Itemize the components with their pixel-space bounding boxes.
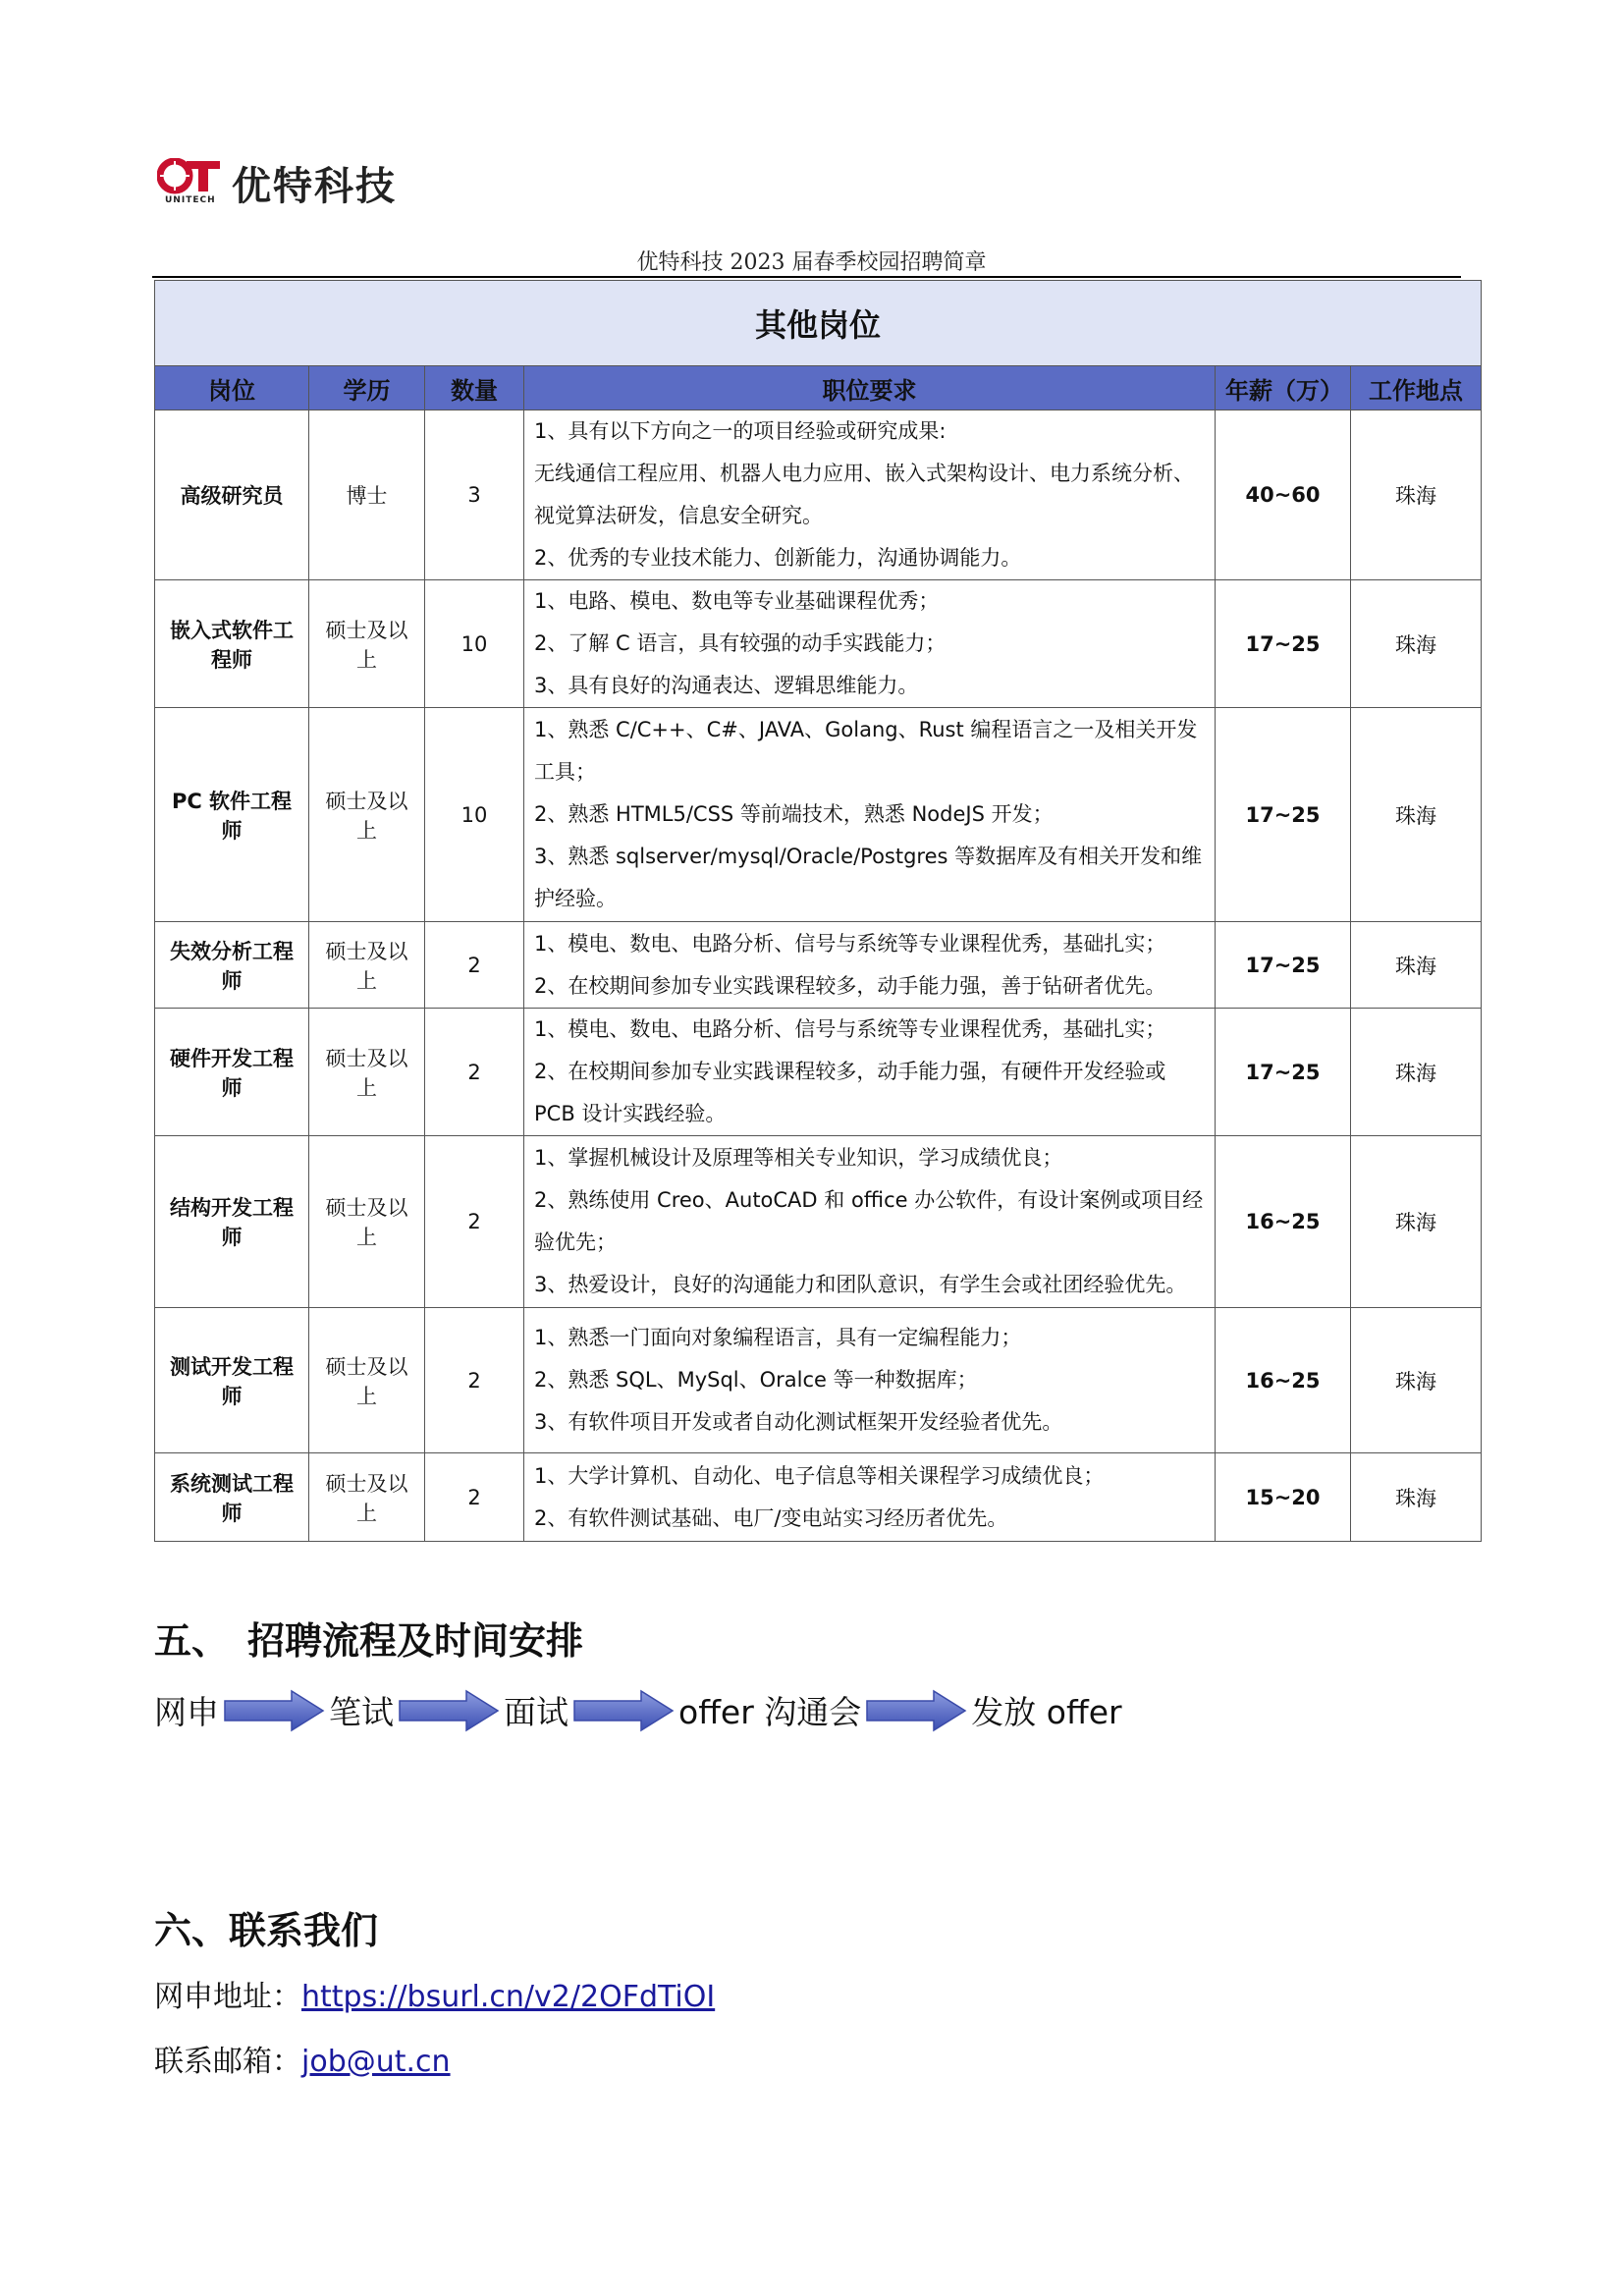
requirements-cell	[524, 1136, 1216, 1308]
right-arrow-icon	[398, 1689, 500, 1732]
requirements-cell	[524, 922, 1216, 1009]
flow-step: offer 沟通会	[678, 1693, 862, 1731]
position-cell: 失效分析工程师	[155, 922, 309, 1009]
ut-logo-icon	[157, 158, 224, 209]
jobs-table	[154, 280, 1482, 1542]
email-line	[154, 2037, 451, 2080]
requirement-line: 2、优秀的专业技术能力、创新能力，沟通协调能力。	[534, 546, 1022, 570]
education-cell: 硕士及以上	[309, 1136, 425, 1308]
flow-step: 笔试	[329, 1693, 394, 1731]
table-row	[155, 922, 1482, 1009]
count-cell: 2	[425, 1308, 524, 1453]
column-header: 学历	[309, 366, 425, 410]
requirement-line: 2、熟悉 SQL、MySql、Oralce 等一种数据库；	[534, 1368, 978, 1392]
requirement-line: 2、熟练使用 Creo、AutoCAD 和 office 办公软件，有设计案例或项目经验优先；	[534, 1188, 1204, 1254]
requirements-cell	[524, 580, 1216, 708]
salary-cell: 17~25	[1216, 708, 1351, 922]
location-cell: 珠海	[1351, 1308, 1482, 1453]
requirements-cell	[524, 1453, 1216, 1542]
requirement-line: 1、模电、数电、电路分析、信号与系统等专业课程优秀，基础扎实；	[534, 931, 1166, 956]
requirement-line: 2、在校期间参加专业实践课程较多，动手能力强，善于钻研者优先。	[534, 973, 1166, 998]
section-recruitment-process-title: 五、 招聘流程及时间安排	[154, 1619, 584, 1663]
table-row	[155, 580, 1482, 708]
company-logo	[157, 155, 397, 211]
position-cell: 硬件开发工程师	[155, 1009, 309, 1136]
page-header-title: 优特科技 2023 届春季校园招聘简章	[636, 250, 987, 275]
requirement-line: 2、有软件测试基础、电厂/变电站实习经历者优先。	[534, 1505, 1008, 1530]
requirements-cell	[524, 410, 1216, 580]
count-cell: 10	[425, 580, 524, 708]
apply-address-line	[154, 1972, 715, 2015]
right-arrow-icon	[223, 1689, 325, 1732]
requirement-line: 1、掌握机械设计及原理等相关专业知识，学习成绩优良；	[534, 1146, 1063, 1170]
count-cell: 3	[425, 410, 524, 580]
salary-cell: 40~60	[1216, 410, 1351, 580]
salary-cell: 15~20	[1216, 1453, 1351, 1542]
position-cell: 测试开发工程师	[155, 1308, 309, 1453]
salary-cell: 17~25	[1216, 1009, 1351, 1136]
flow-step: 面试	[504, 1693, 568, 1731]
logo-text: 优特科技	[232, 164, 397, 209]
requirement-line: 1、大学计算机、自动化、电子信息等相关课程学习成绩优良；	[534, 1463, 1105, 1488]
salary-cell: 17~25	[1216, 580, 1351, 708]
education-cell: 硕士及以上	[309, 922, 425, 1009]
table-row	[155, 1308, 1482, 1453]
table-header-row	[155, 366, 1482, 410]
table-row	[155, 1453, 1482, 1542]
column-header: 年薪（万）	[1216, 366, 1351, 410]
education-cell: 硕士及以上	[309, 1009, 425, 1136]
requirement-line: 2、在校期间参加专业实践课程较多，动手能力强，有硬件开发经验或 PCB 设计实践经验。	[534, 1060, 1166, 1125]
count-cell: 2	[425, 1136, 524, 1308]
count-cell: 10	[425, 708, 524, 922]
location-cell: 珠海	[1351, 1009, 1482, 1136]
header-divider	[152, 276, 1461, 278]
position-cell: 高级研究员	[155, 410, 309, 580]
requirement-line: 3、熟悉 sqlserver/mysql/Oracle/Postgres 等数据库及有相关开发和维护经验。	[534, 845, 1203, 910]
apply-link[interactable]: https://bsurl.cn/v2/2OFdTiOI	[301, 1980, 716, 2014]
table-row	[155, 708, 1482, 922]
education-cell: 硕士及以上	[309, 580, 425, 708]
requirement-line: 无线通信工程应用、机器人电力应用、嵌入式架构设计、电力系统分析、视觉算法研发，信息安全研究。	[534, 462, 1194, 527]
table-caption: 其他岗位	[155, 281, 1482, 366]
recruitment-flow	[154, 1687, 1122, 1733]
location-cell: 珠海	[1351, 410, 1482, 580]
requirement-line: 2、熟悉 HTML5/CSS 等前端技术，熟悉 NodeJS 开发；	[534, 802, 1054, 826]
requirement-line: 1、电路、模电、数电等专业基础课程优秀；	[534, 589, 940, 613]
right-arrow-icon	[572, 1689, 675, 1732]
education-cell: 硕士及以上	[309, 1453, 425, 1542]
requirements-cell	[524, 1308, 1216, 1453]
requirement-line: 1、具有以下方向之一的项目经验或研究成果:	[534, 419, 947, 443]
location-cell: 珠海	[1351, 922, 1482, 1009]
requirement-line: 1、熟悉 C/C++、C#、JAVA、Golang、Rust 编程语言之一及相关开发工具；	[534, 718, 1198, 784]
salary-cell: 17~25	[1216, 922, 1351, 1009]
requirement-line: 2、了解 C 语言，具有较强的动手实践能力；	[534, 631, 947, 655]
requirements-cell	[524, 1009, 1216, 1136]
location-cell: 珠海	[1351, 708, 1482, 922]
position-cell: 结构开发工程师	[155, 1136, 309, 1308]
table-row	[155, 1009, 1482, 1136]
requirement-line: 3、具有良好的沟通表达、逻辑思维能力。	[534, 674, 919, 697]
column-header: 岗位	[155, 366, 309, 410]
education-cell: 硕士及以上	[309, 1308, 425, 1453]
email-link[interactable]: job@ut.cn	[301, 2045, 451, 2079]
requirements-cell	[524, 708, 1216, 922]
education-cell: 博士	[309, 410, 425, 580]
location-cell: 珠海	[1351, 580, 1482, 708]
requirement-line: 3、热爱设计，良好的沟通能力和团队意识，有学生会或社团经验优先。	[534, 1273, 1187, 1296]
salary-cell: 16~25	[1216, 1136, 1351, 1308]
section-contact-title: 六、联系我们	[154, 1909, 379, 1952]
location-cell: 珠海	[1351, 1136, 1482, 1308]
right-arrow-icon	[865, 1689, 967, 1732]
requirement-line: 3、有软件项目开发或者自动化测试框架开发经验者优先。	[534, 1410, 1063, 1434]
salary-cell: 16~25	[1216, 1308, 1351, 1453]
count-cell: 2	[425, 922, 524, 1009]
table-row	[155, 1136, 1482, 1308]
requirement-line: 1、模电、数电、电路分析、信号与系统等专业课程优秀，基础扎实；	[534, 1017, 1166, 1041]
table-row	[155, 410, 1482, 580]
flow-step: 发放 offer	[971, 1693, 1122, 1731]
requirement-line: 1、熟悉一门面向对象编程语言，具有一定编程能力；	[534, 1326, 1022, 1349]
column-header: 工作地点	[1351, 366, 1482, 410]
position-cell: 系统测试工程师	[155, 1453, 309, 1542]
education-cell: 硕士及以上	[309, 708, 425, 922]
location-cell: 珠海	[1351, 1453, 1482, 1542]
column-header: 职位要求	[524, 366, 1216, 410]
position-cell: PC 软件工程师	[155, 708, 309, 922]
count-cell: 2	[425, 1009, 524, 1136]
email-label: 联系邮箱：	[154, 2045, 301, 2079]
position-cell: 嵌入式软件工程师	[155, 580, 309, 708]
logo-subtitle: UNITECH	[165, 194, 216, 205]
column-header: 数量	[425, 366, 524, 410]
count-cell: 2	[425, 1453, 524, 1542]
flow-step: 网申	[154, 1693, 219, 1731]
apply-address-label: 网申地址：	[154, 1980, 301, 2014]
